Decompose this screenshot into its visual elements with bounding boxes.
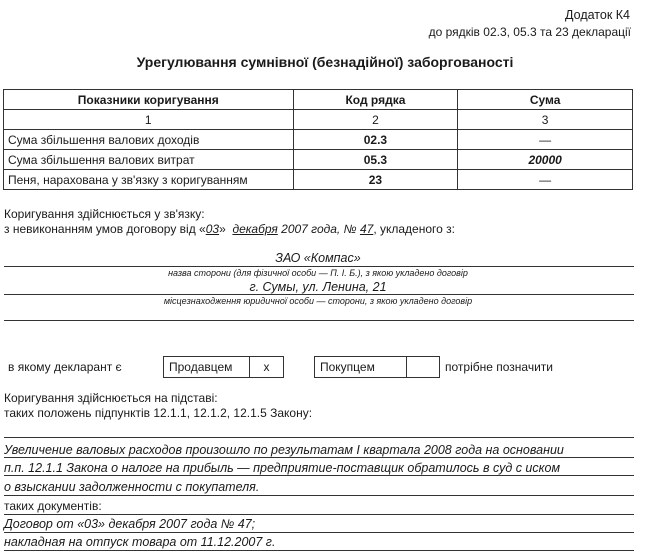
table-row: [4, 170, 633, 190]
contract-suffix: , укладеного з:: [373, 222, 455, 236]
seller-checkbox[interactable]: [163, 356, 284, 378]
contract-day: 03: [205, 222, 220, 236]
role-hint: потрібне позначити: [445, 360, 553, 374]
role-prefix: в якому декларант є: [8, 360, 122, 374]
explanation-line: п.п. 12.1.1 Закона о налоге на прибыль — предприятие-поставщик обратилось в суд с иском: [4, 461, 561, 475]
column-number: 3: [458, 110, 633, 130]
party-name: ЗАО «Компас»: [275, 251, 361, 265]
seller-mark: х: [249, 357, 283, 377]
divider-line: [4, 457, 634, 458]
row-code: 23: [293, 170, 458, 190]
explanation-line: Увеличение валовых расходов произошло по результатам I квартала 2008 года на основании: [4, 443, 564, 457]
explanation-line: о взыскании задолженности с покупателя.: [4, 480, 260, 494]
row-amount: —: [458, 170, 633, 190]
contract-quote-close: »: [219, 222, 226, 236]
column-header-indicator: Показники коригування: [4, 90, 294, 110]
row-code: 02.3: [293, 130, 458, 150]
basis-law-line: таких положень підпунктів 12.1.1, 12.1.2, 12.1.5 Закону:: [4, 406, 313, 420]
buyer-checkbox[interactable]: [314, 356, 440, 378]
column-number: 1: [4, 110, 294, 130]
divider-line: [4, 550, 634, 551]
row-amount: 20000: [458, 150, 633, 170]
party-address-caption: місцезнаходження юридичної особи — сторони, з якою укладено договір: [163, 296, 473, 306]
divider-line: [4, 266, 634, 267]
divider-line: [4, 514, 634, 515]
table-row: [4, 150, 633, 170]
buyer-label: Покупцем: [320, 360, 375, 374]
seller-label: Продавцем: [169, 360, 233, 374]
contract-year: 2007 года, №: [281, 222, 357, 236]
document-title: Урегулювання сумнівної (безнадійної) заборгованості: [136, 54, 514, 70]
row-label: Пеня, нарахована у зв'язку з коригуванням: [4, 170, 294, 190]
divider-line: [4, 437, 634, 438]
divider-line: [4, 532, 634, 533]
adjustment-table: [3, 89, 633, 190]
annex-reference: до рядків 02.3, 05.3 та 23 декларації: [428, 25, 631, 39]
row-label: Сума збільшення валових доходів: [4, 130, 294, 150]
row-amount: —: [458, 130, 633, 150]
annex-title: Додаток К4: [565, 8, 630, 22]
documents-label: таких документів:: [4, 499, 102, 513]
party-address: г. Сумы, ул. Ленина, 21: [249, 280, 387, 294]
document-item: накладная на отпуск товара от 11.12.2007 г.: [4, 535, 276, 549]
row-code: 05.3: [293, 150, 458, 170]
party-name-caption: назва сторони (для фізичної особи — П. І. Б.), з якою укладено договір: [168, 268, 468, 278]
divider-line: [4, 294, 634, 295]
column-number: 2: [293, 110, 458, 130]
column-header-code: Код рядка: [293, 90, 458, 110]
divider-line: [4, 495, 634, 496]
contract-number: 47: [359, 222, 374, 236]
divider-line: [4, 475, 634, 476]
basis-intro: Коригування здійснюється на підставі:: [4, 391, 218, 405]
divider-line: [4, 320, 634, 321]
table-header-row: [4, 90, 633, 110]
column-header-amount: Сума: [458, 90, 633, 110]
contract-month: декабря: [232, 222, 278, 236]
row-label: Сума збільшення валових витрат: [4, 150, 294, 170]
column-numbering-row: [4, 110, 633, 130]
contract-line: [4, 222, 455, 236]
table-row: [4, 130, 633, 150]
document-item: Договор от «03» декабря 2007 года № 47;: [4, 517, 256, 531]
contract-prefix: з невиконанням умов договору від «: [4, 222, 206, 236]
buyer-mark: [406, 357, 440, 377]
contract-intro: Коригування здійснюється у зв'язку:: [4, 207, 205, 221]
